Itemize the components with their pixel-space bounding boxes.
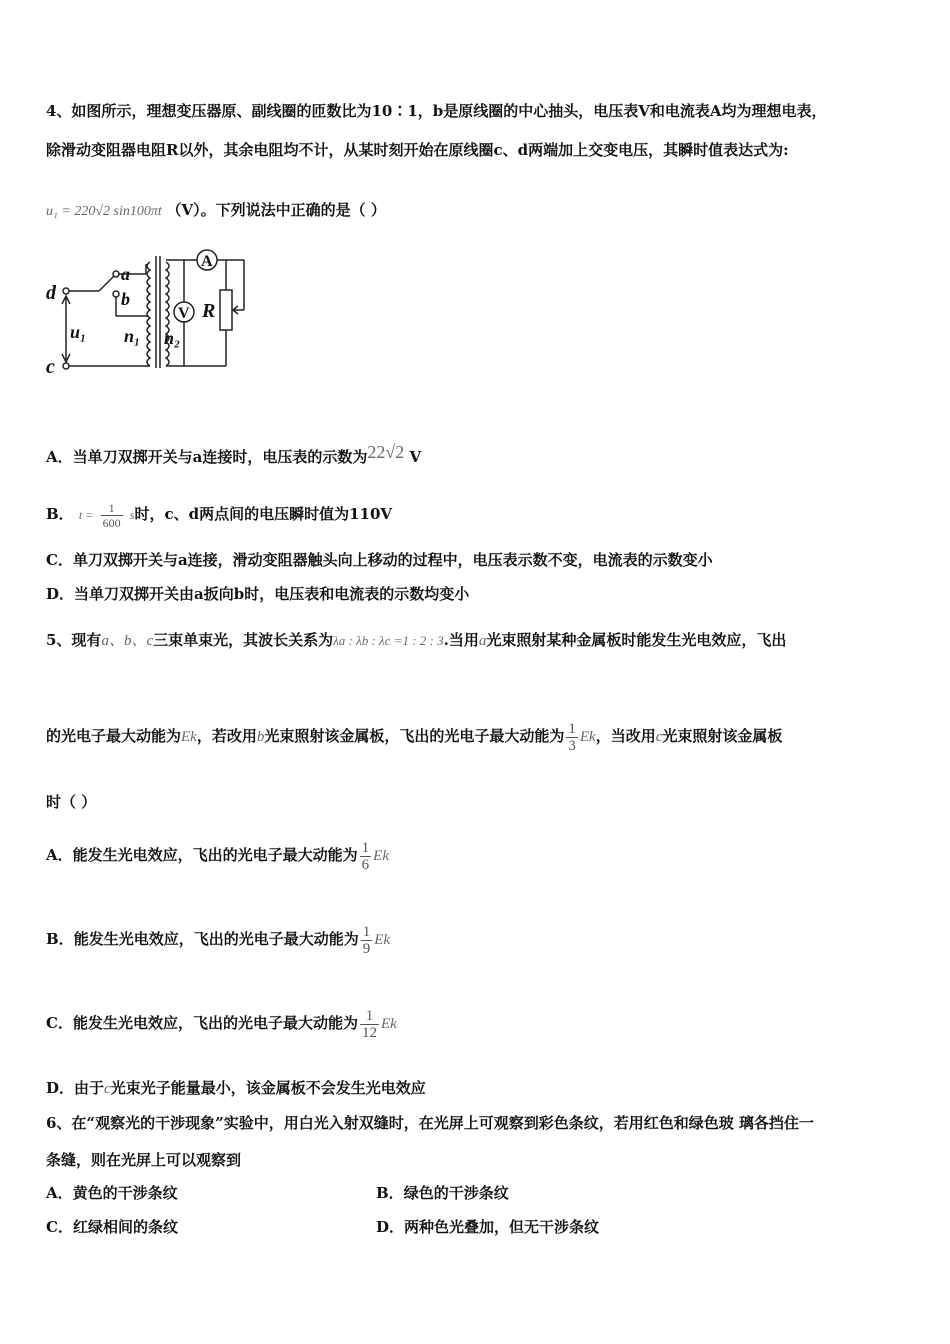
option-text: 能发生光电效应，飞出的光电子最大动能为 xyxy=(73,930,359,948)
q4-stem-line3: （V）。下列说法中正确的是（ ） xyxy=(166,201,386,219)
option-letter: C． xyxy=(46,1218,73,1236)
q5-text: 三束单束光，其波长关系为 xyxy=(153,631,334,649)
option-letter: C． xyxy=(46,1014,73,1032)
option-text: 绿色的干涉条纹 xyxy=(403,1184,509,1202)
option-fraction xyxy=(360,840,372,873)
fraction-denominator: 600 xyxy=(102,515,121,530)
q5-math-a: a xyxy=(478,633,487,649)
fraction-numerator: 1 xyxy=(101,501,123,516)
q6-option-b xyxy=(376,1183,509,1203)
q5-text: 的光电子最大动能为 xyxy=(46,727,182,745)
label-n2: n₂ xyxy=(164,328,181,348)
q5-option-b xyxy=(46,914,390,965)
option-letter: A． xyxy=(46,448,73,466)
option-text: 两种色光叠加，但无干涉条纹 xyxy=(404,1218,600,1236)
q6-option-a xyxy=(46,1183,178,1203)
q5-stem-line2 xyxy=(46,712,782,761)
fraction-denominator: 6 xyxy=(361,856,370,873)
q5-option-c xyxy=(46,998,397,1049)
label-V: V xyxy=(178,305,190,322)
q5-option-a xyxy=(46,830,389,881)
q4-stem-line2: 除滑动变阻器电阻R以外，其余电阻均不计，从某时刻开始在原线圈c、d两端加上交变电压，其瞬时值表达式为: xyxy=(46,141,789,159)
label-A: A xyxy=(201,253,213,270)
primary-coil xyxy=(147,262,150,366)
option-letter: A． xyxy=(46,846,73,864)
option-math-ek: Ek xyxy=(380,1016,397,1032)
option-fraction xyxy=(101,501,123,530)
fraction-numerator: 1 xyxy=(360,1008,379,1025)
switch-blade xyxy=(99,276,114,291)
terminal-d xyxy=(63,288,69,294)
option-math-ek: Ek xyxy=(374,932,391,948)
option-fraction xyxy=(361,924,373,957)
q5-math-c: c xyxy=(655,729,663,745)
option-text: 能发生光电效应，飞出的光电子最大动能为 xyxy=(72,1014,358,1032)
option-text: 单刀双掷开关与a连接，滑动变阻器触头向上移动的过程中，电压表示数不变，电流表的示数变小 xyxy=(72,551,713,569)
q5-math-abc: a、b、c xyxy=(101,633,154,649)
q5-text: 5、现有 xyxy=(46,631,102,649)
contact-b xyxy=(113,291,119,297)
option-letter: B． xyxy=(376,1184,404,1202)
label-a: a xyxy=(121,264,130,284)
q4-formula: u₁ = 220√2 sin100πt xyxy=(46,204,162,219)
secondary-coil xyxy=(166,262,169,366)
fraction-numerator: 1 xyxy=(568,720,576,737)
option-text: 红绿相间的条纹 xyxy=(72,1218,178,1236)
option-text: 由于 xyxy=(74,1079,105,1097)
q5-fraction xyxy=(566,721,578,754)
q4-option-b xyxy=(46,496,392,533)
q4-formula-line xyxy=(46,200,386,222)
q5-text: ，当改用 xyxy=(595,727,656,745)
fraction-denominator: 3 xyxy=(568,737,576,754)
label-n1: n₁ xyxy=(124,326,141,346)
option-letter: D． xyxy=(46,1079,75,1097)
q6-stem-line2: 条缝，则在光屏上可以观察到 xyxy=(46,1151,242,1169)
contact-a xyxy=(113,271,119,277)
option-letter: A． xyxy=(46,1184,73,1202)
q5-math-b: b xyxy=(256,729,265,745)
q6-stem-line1: 6、在“观察光的干涉现象”实验中，用白光入射双缝时，在光屏上可观察到彩色条纹，若用红色和绿色玻 璃各挡住一 xyxy=(46,1114,814,1132)
option-text: 能发生光电效应，飞出的光电子最大动能为 xyxy=(72,846,358,864)
q5-math-ek: Ek xyxy=(579,729,596,745)
q5-text: 光束照射该金属板 xyxy=(662,727,783,745)
q5-text: ，若改用 xyxy=(196,727,257,745)
q5-stem-line1 xyxy=(46,630,786,651)
option-math-ek: Ek xyxy=(373,848,389,864)
label-R: R xyxy=(202,300,216,322)
fraction-denominator: 9 xyxy=(362,940,371,957)
rheostat xyxy=(220,290,232,330)
q5-text: 光束照射该金属板，飞出的光电子最大动能为 xyxy=(264,727,565,745)
q5-option-d xyxy=(46,1078,426,1099)
fraction-numerator: 1 xyxy=(362,923,371,940)
q6-option-c xyxy=(46,1217,178,1237)
q5-math-ek: Ek xyxy=(181,729,197,745)
q4-stem-line1: 4、如图所示，理想变压器原、副线圈的匝数比为10∶1，b是原线圈的中心抽头，电压表V和电流表A均为理想电表， xyxy=(46,102,827,120)
label-d: d xyxy=(46,282,56,304)
option-letter: B． xyxy=(46,505,74,523)
q6-option-d xyxy=(376,1217,599,1237)
label-c: c xyxy=(46,356,55,374)
q5-text: .当用 xyxy=(443,631,479,649)
option-text: 当单刀双掷开关由a扳向b时，电压表和电流表的示数均变小 xyxy=(74,585,470,603)
option-math-s: s xyxy=(129,508,135,522)
fraction-denominator: 12 xyxy=(361,1024,377,1041)
option-fraction xyxy=(360,1008,379,1041)
label-u1: u₁ xyxy=(70,322,87,342)
q5-math-ratio: λa : λb : λc =1 : 2 : 3 xyxy=(333,633,444,648)
option-math: 22√2 xyxy=(367,442,405,462)
option-letter: D． xyxy=(46,585,75,603)
option-unit: V xyxy=(404,448,422,466)
q4-option-d xyxy=(46,584,469,604)
option-math-t: t = xyxy=(78,508,94,522)
q4-option-a xyxy=(46,442,421,467)
q5-text: 光束照射某种金属板时能发生光电效应，飞出 xyxy=(486,631,787,649)
option-text: 黄色的干涉条纹 xyxy=(72,1184,178,1202)
terminal-c xyxy=(63,363,69,369)
q4-option-c xyxy=(46,550,713,570)
option-letter: D． xyxy=(376,1218,405,1236)
transformer-circuit-diagram xyxy=(44,246,250,374)
option-text: 光束光子能量最小，该金属板不会发生光电效应 xyxy=(110,1079,426,1097)
option-letter: C． xyxy=(46,551,73,569)
option-math-c: c xyxy=(104,1081,111,1097)
fraction-numerator: 1 xyxy=(361,839,370,856)
option-text: 时，c、d两点间的电压瞬时值为110V xyxy=(134,505,393,523)
option-letter: B． xyxy=(46,930,74,948)
label-b: b xyxy=(121,289,130,309)
option-text: 当单刀双掷开关与a连接时，电压表的示数为 xyxy=(72,448,368,466)
q5-stem-line3: 时（ ） xyxy=(46,793,97,811)
